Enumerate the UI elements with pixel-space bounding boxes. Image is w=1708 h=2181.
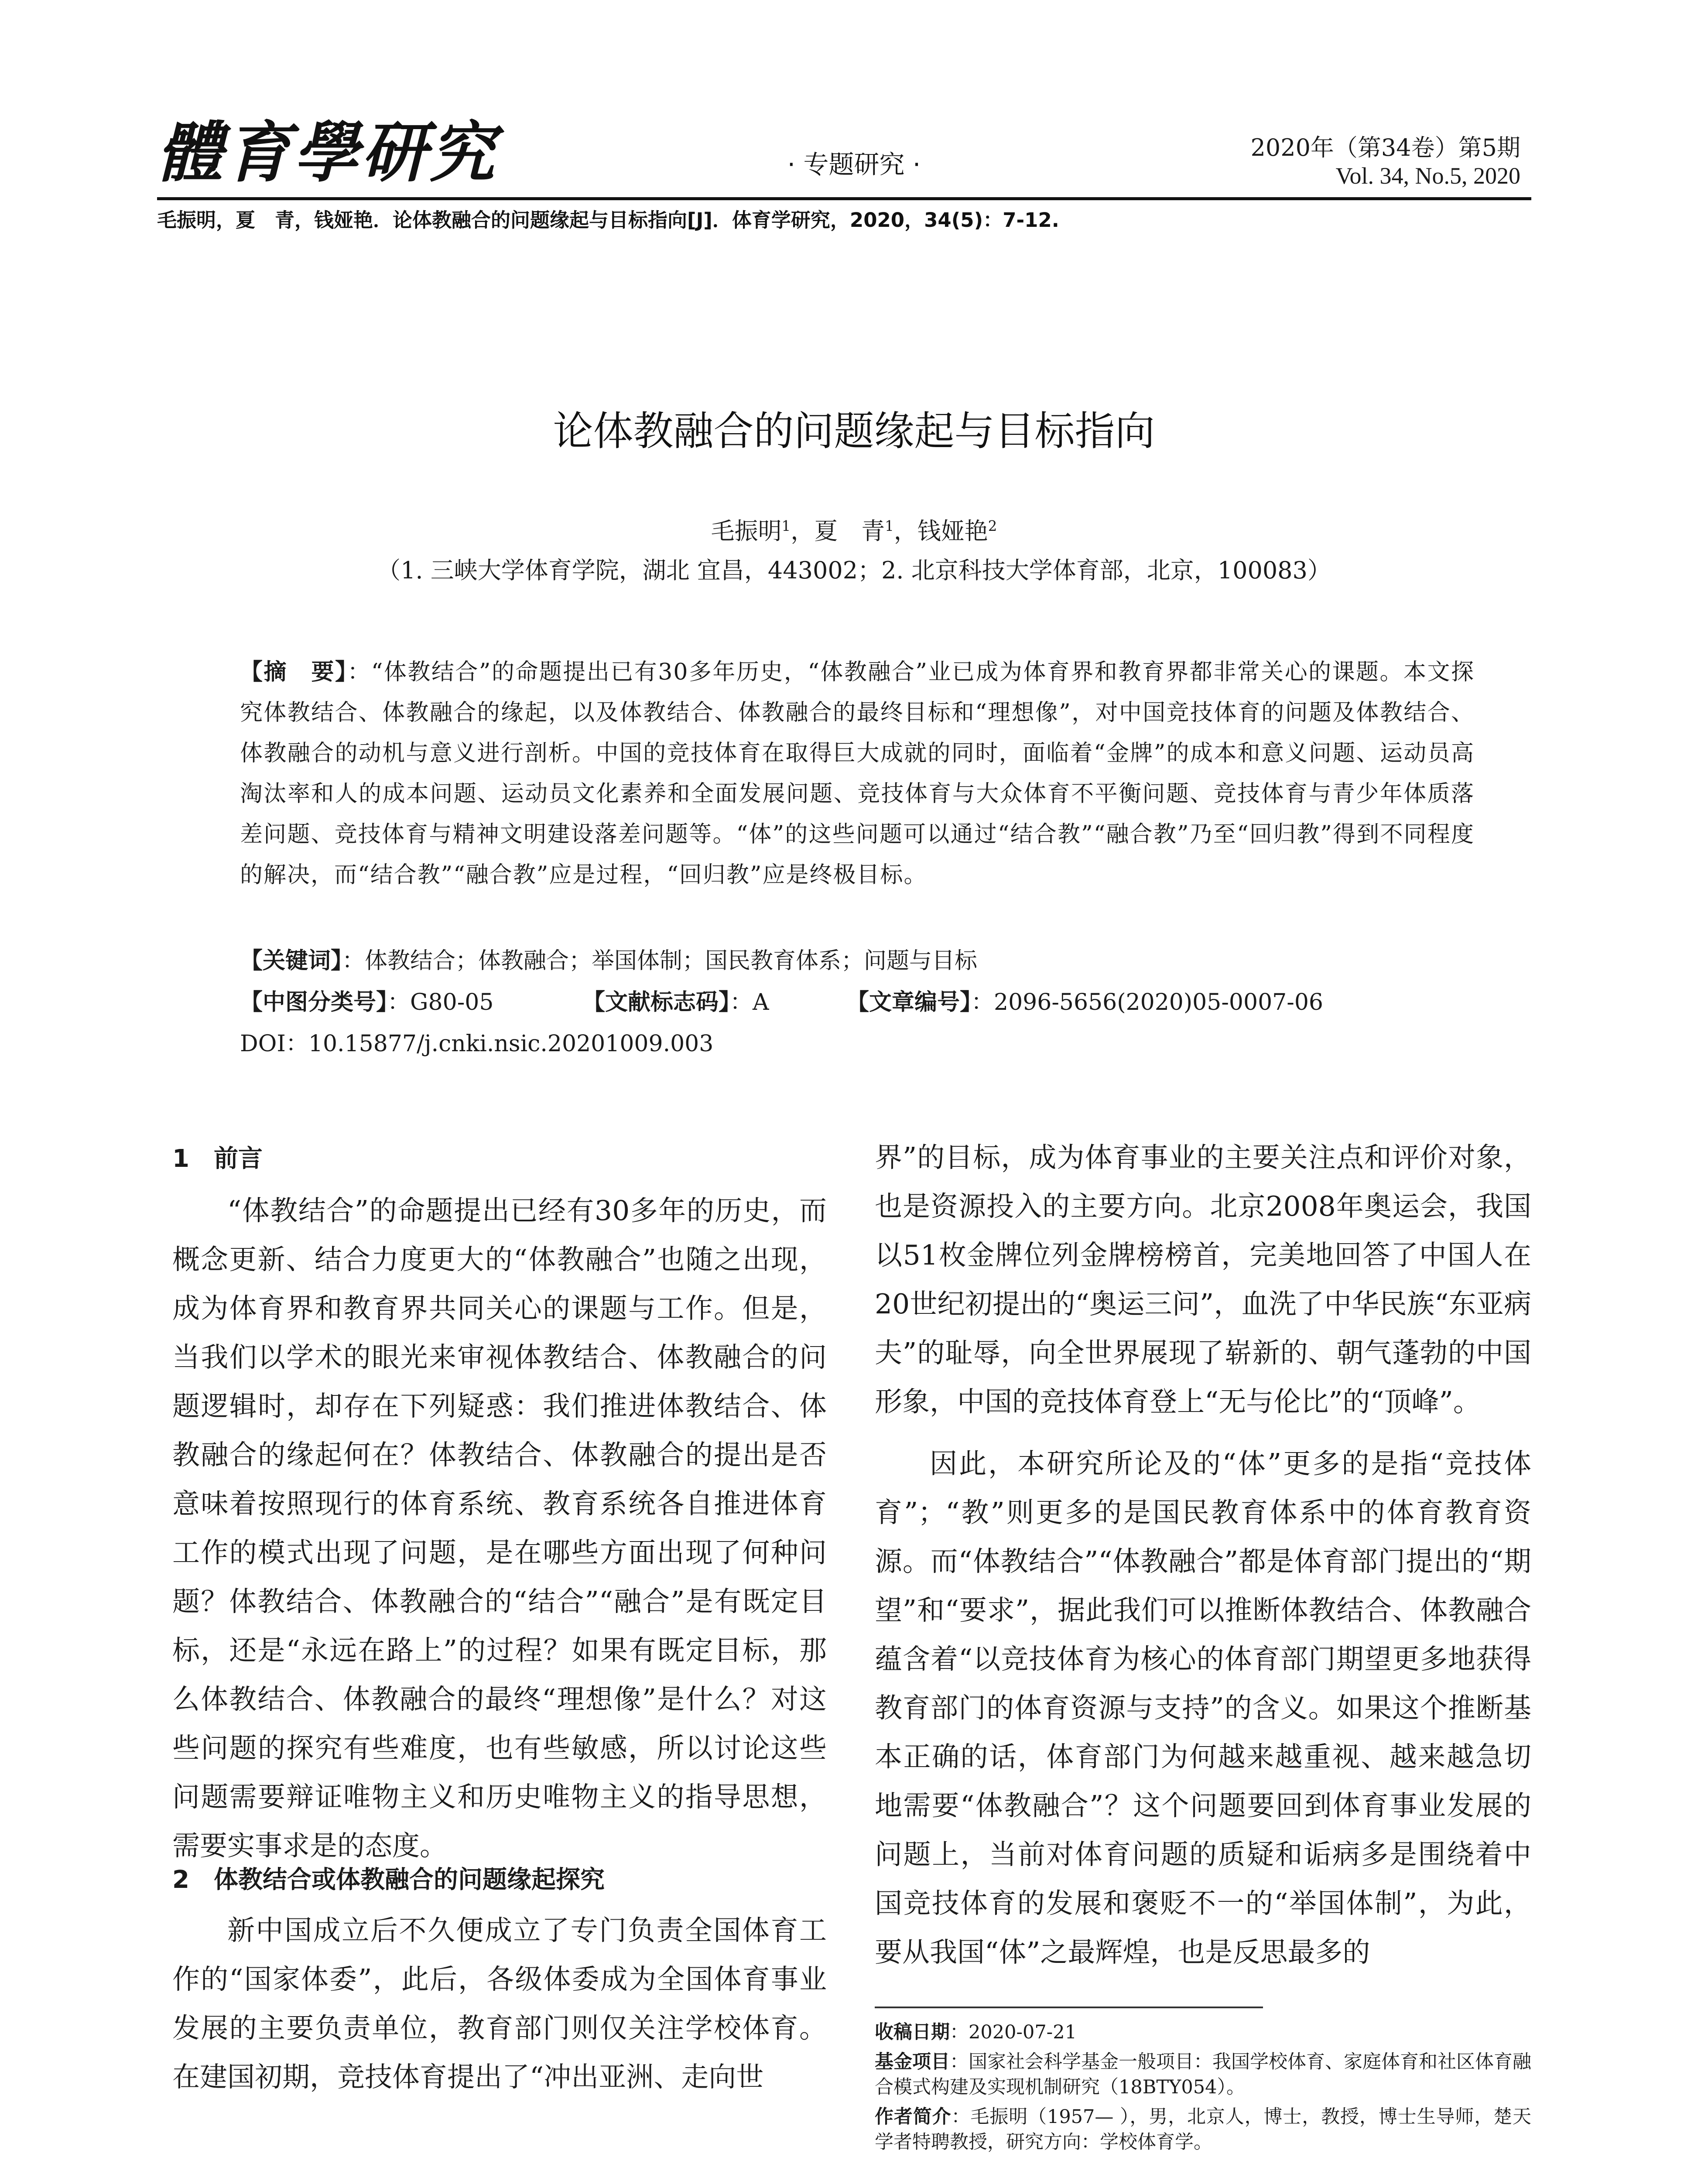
abstract-text: ：“体教结合”的命题提出已有30多年历史，“体教融合”业已成为体育界和教育界都非常关心的课题。本文探究体教结合、体教融合的缘起，以及体教结合、体教融合的最终目标和“理想像”，对中国竞技体育的问题及体教结合、体教融合的动机与意义进行剖析。中国的竞技体育在取得巨大成就的同时，面临着“金牌”的成本和意义问题、运动员高淘汰率和人的成本问题、运动员文化素养和全面发展问题、竞技体育与大众体育不平衡问题、竞技体育与青少年体质落差问题、竞技体育与精神文明建设落差问题等。“体”的这些问题可以通过“结合教”“融合教”乃至“回归教”得到不同程度的解决，而“结合教”“融合教”应是过程，“回归教”应是终极目标。 (240, 659, 1475, 888)
section-tag: · 专题研究 · (787, 150, 921, 179)
received-date (875, 2020, 1531, 2045)
keywords (240, 942, 977, 975)
affiliation-mark: 2 (988, 518, 997, 534)
doc-code-label: 【文献标志码】 (582, 989, 730, 1015)
author-name: 钱娅艳 (917, 517, 988, 545)
author-separator: ， (791, 517, 815, 545)
clc-label: 【中图分类号】 (240, 989, 388, 1015)
classification-line (240, 984, 1475, 1014)
author-list (0, 513, 1708, 546)
issue-info-cn: 2020年（第34卷）第5期 (1250, 134, 1520, 161)
clc-value: ：G80-05 (387, 989, 494, 1015)
author-bio (875, 2104, 1531, 2155)
abstract (240, 652, 1475, 896)
fund-label: 基金项目 (875, 2051, 950, 2073)
keywords-text: ：体教结合；体教融合；举国体制；国民教育体系；问题与目标 (342, 948, 978, 974)
section-heading-1: 1 前言 (172, 1145, 263, 1173)
author-name: 毛振明 (711, 517, 782, 545)
article-number-value: ：2096-5656(2020)05-0007-06 (971, 989, 1323, 1015)
header-rule (157, 197, 1531, 200)
section-1-body (172, 1186, 827, 1870)
paragraph: 界”的目标，成为体育事业的主要关注点和评价对象，也是资源投入的主要方向。北京2008年奥运会，我国以51枚金牌位列金牌榜榜首，完美地回答了中国人在20世纪初提出的“奥运三问”，血洗了中华民族“东亚病夫”的耻辱，向全世界展现了崭新的、朝气蓬勃的中国形象，中国的竞技体育登上“无与伦比”的“顶峰”。 (875, 1142, 1531, 1418)
author-bio-label: 作者简介 (875, 2106, 952, 2128)
article-number-label: 【文章编号】 (846, 989, 972, 1015)
author-bio-value: ：毛振明（1957— ），男，北京人，博士，教授，博士生导师，楚天学者特聘教授，研究方向：学校体育学。 (875, 2106, 1532, 2153)
affiliations: （1. 三峡大学体育学院，湖北 宜昌，443002；2. 北京科技大学体育部，北京，100083） (377, 557, 1331, 584)
fund-value: ：国家社会科学基金一般项目：我国学校体育、家庭体育和社区体育融合模式构建及实现机制研究（18BTY054）。 (875, 2051, 1531, 2098)
right-column (875, 1133, 1531, 1977)
footnotes (875, 2020, 1531, 2159)
author-name: 夏 青 (814, 517, 885, 545)
fund-info (875, 2049, 1531, 2100)
received-label: 收稿日期 (875, 2021, 950, 2043)
citation-line: 毛振明，夏 青，钱娅艳．论体教融合的问题缘起与目标指向[J]．体育学研究，2020，34(5)：7-12. (157, 209, 1059, 232)
affiliation-mark: 1 (781, 518, 791, 534)
section-heading-2: 2 体教结合或体教融合的问题缘起探究 (172, 1866, 605, 1894)
journal-logo: 體育學研究 (157, 114, 498, 191)
issue-info-en: Vol. 34, No.5, 2020 (1335, 163, 1520, 189)
paragraph: 因此，本研究所论及的“体”更多的是指“竞技体育”；“教”则更多的是国民教育体系中的体育教育资源。而“体教结合”“体教融合”都是体育部门提出的“期望”和“要求”，据此我们可以推断体教结合、体教融合蕴含着“以竞技体育为核心的体育部门期望更多地获得教育部门的体育资源与支持”的含义。如果这个推断基本正确的话，体育部门为何越来越重视、越来越急切地需要“体教融合”？这个问题要回到体育事业发展的问题上，当前对体育问题的质疑和诟病多是围绕着中国竞技体育的发展和褒贬不一的“举国体制”，为此，要从我国“体”之最辉煌，也是反思最多的 (875, 1448, 1531, 1968)
doc-code-value: ：A (730, 989, 769, 1015)
abstract-label: 【摘 要】 (240, 659, 348, 685)
affiliation-mark: 1 (885, 518, 894, 534)
doc-code-field (582, 984, 769, 1016)
footnote-rule (875, 2007, 1263, 2008)
paragraph: “体教结合”的命题提出已经有30多年的历史，而概念更新、结合力度更大的“体教融合”也随之出现，成为体育界和教育界共同关心的课题与工作。但是，当我们以学术的眼光来审视体教结合、体教融合的问题逻辑时，却存在下列疑惑：我们推进体教结合、体教融合的缘起何在？体教结合、体教融合的提出是否意味着按照现行的体育系统、教育系统各自推进体育工作的模式出现了问题，是在哪些方面出现了何种问题？体教结合、体教融合的“结合”“融合”是有既定目标，还是“永远在路上”的过程？如果有既定目标，那么体教结合、体教融合的最终“理想像”是什么？对这些问题的探究有些难度，也有些敏感，所以讨论这些问题需要辩证唯物主义和历史唯物主义的指导思想，需要实事求是的态度。 (172, 1195, 827, 1862)
author-separator: ， (893, 517, 917, 545)
keywords-label: 【关键词】 (240, 948, 342, 974)
clc-field (240, 984, 493, 1016)
article-number-field (846, 984, 1323, 1016)
received-value: ：2020-07-21 (950, 2021, 1077, 2043)
section-2-body (172, 1906, 827, 2102)
article-title: 论体教融合的问题缘起与目标指向 (553, 408, 1155, 455)
paragraph: 新中国成立后不久便成立了专门负责全国体育工作的“国家体委”，此后，各级体委成为全国体育事业发展的主要负责单位，教育部门则仅关注学校体育。在建国初期，竞技体育提出了“冲出亚洲、走向世 (172, 1914, 827, 2093)
doi: DOI：10.15877/j.cnki.nsic.20201009.003 (240, 1031, 714, 1057)
